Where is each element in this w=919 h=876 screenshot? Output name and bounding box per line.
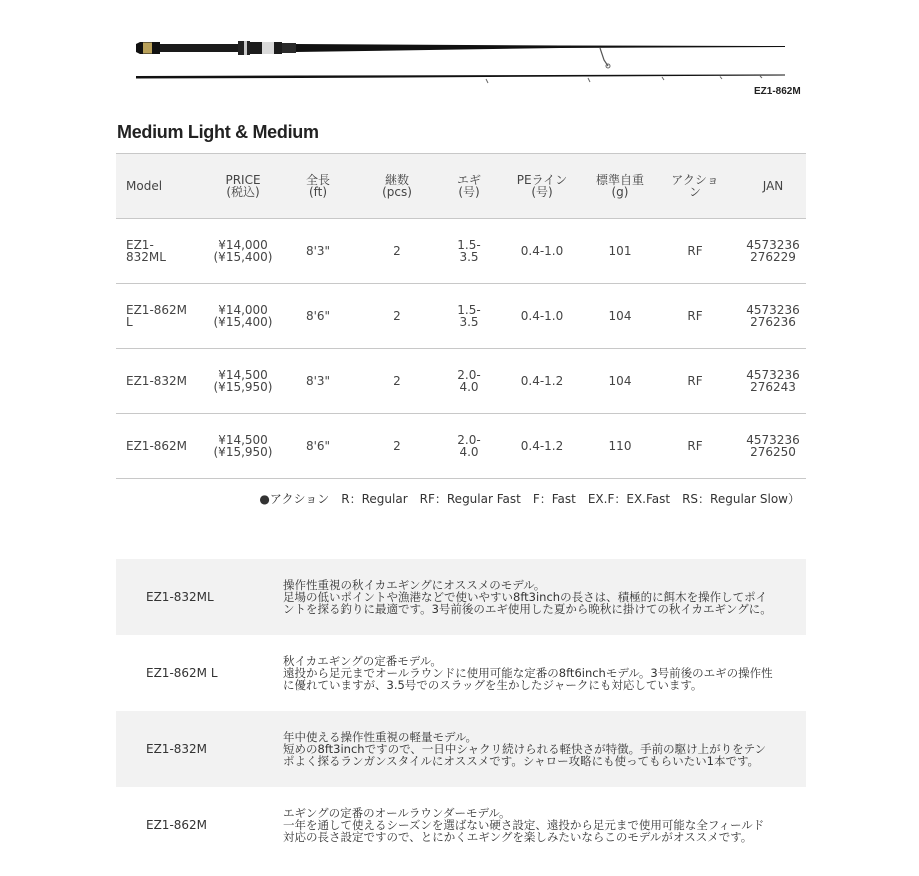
rod-model-caption: EZ1-862M — [754, 86, 801, 97]
cell-price: ¥14,500 (¥15,950) — [200, 414, 286, 479]
cell-model: EZ1-832M — [116, 349, 200, 414]
header-price: PRICE (税込) — [200, 154, 286, 219]
cell-egi: 1.5- 3.5 — [444, 284, 494, 349]
header-weight: 標準自重 (g) — [590, 154, 650, 219]
description-text: 秋イカエギングの定番モデル。 遠投から足元までオールラウンドに使用可能な定番の8ft6inchモデル。3号前後のエギの操作性 に優れていますが、3.5号でのスラッグを生かしたジャークにも対応しています。 — [283, 654, 773, 692]
cell-model: EZ1-862M — [116, 414, 200, 479]
table-row — [116, 219, 806, 284]
description-model: EZ1-832ML — [146, 590, 214, 604]
cell-price: ¥14,500 (¥15,950) — [200, 349, 286, 414]
list-item — [116, 787, 806, 863]
cell-action: RF — [650, 284, 740, 349]
list-item — [116, 711, 806, 787]
section-title: Medium Light & Medium — [117, 122, 319, 142]
spec-table — [116, 153, 806, 479]
spec-header-row — [116, 154, 806, 219]
cell-action: RF — [650, 349, 740, 414]
cell-length: 8'3" — [286, 349, 350, 414]
description-model: EZ1-862M — [146, 818, 208, 832]
header-jan: JAN — [740, 154, 806, 219]
model-description-list — [116, 559, 806, 863]
cell-length: 8'3" — [286, 219, 350, 284]
table-row — [116, 349, 806, 414]
description-model: EZ1-832M — [146, 742, 208, 756]
cell-weight: 110 — [590, 414, 650, 479]
rod-tip-section — [136, 75, 785, 84]
header-egi: エギ (号) — [444, 154, 494, 219]
cell-length: 8'6" — [286, 284, 350, 349]
cell-weight: 104 — [590, 349, 650, 414]
header-length: 全長 (ft) — [286, 154, 350, 219]
cell-jan: 4573236 276243 — [740, 349, 806, 414]
description-model: EZ1-862M L — [146, 666, 218, 680]
cell-egi: 2.0- 4.0 — [444, 349, 494, 414]
cell-length: 8'6" — [286, 414, 350, 479]
cell-price: ¥14,000 (¥15,400) — [200, 284, 286, 349]
cell-pe-line: 0.4-1.2 — [494, 414, 590, 479]
cell-jan: 4573236 276229 — [740, 219, 806, 284]
action-legend: ●アクション R：Regular RF：Regular Fast F：Fast EX.F：EX.Fast RS：Regular Slow） — [259, 492, 800, 506]
list-item — [116, 635, 806, 711]
cell-action: RF — [650, 219, 740, 284]
list-item — [116, 559, 806, 635]
cell-jan: 4573236 276236 — [740, 284, 806, 349]
cell-model: EZ1- 832ML — [116, 219, 200, 284]
cell-pe-line: 0.4-1.0 — [494, 284, 590, 349]
cell-pieces: 2 — [350, 284, 444, 349]
cell-pieces: 2 — [350, 219, 444, 284]
cell-pe-line: 0.4-1.0 — [494, 219, 590, 284]
cell-egi: 2.0- 4.0 — [444, 414, 494, 479]
header-model: Model — [116, 154, 200, 219]
cell-pe-line: 0.4-1.2 — [494, 349, 590, 414]
cell-pieces: 2 — [350, 414, 444, 479]
header-action: アクショ ン — [650, 154, 740, 219]
cell-weight: 101 — [590, 219, 650, 284]
table-row — [116, 284, 806, 349]
description-text: 操作性重視の秋イカエギングにオススメのモデル。 足場の低いポイントや漁港などで使いやすい8ft3inchの長さは、積極的に餌木を操作してポイ ントを探る釣りに最適です。3号前後のエギ使用した夏から晩秋に掛けての秋イカエギングに。 — [283, 578, 772, 616]
cell-weight: 104 — [590, 284, 650, 349]
cell-model: EZ1-862M L — [116, 284, 200, 349]
cell-action: RF — [650, 414, 740, 479]
rod-butt-section — [136, 41, 785, 68]
cell-price: ¥14,000 (¥15,400) — [200, 219, 286, 284]
table-row — [116, 414, 806, 479]
description-text: エギングの定番のオールラウンダーモデル。 一年を通して使えるシーズンを選ばない硬さ設定、遠投から足元まで使用可能な全フィールド 対応の長さ設定ですので、とにかくエギングを楽しみたいならこのモデルがオススメです。 — [283, 806, 765, 844]
header-pieces: 継数 (pcs) — [350, 154, 444, 219]
cell-jan: 4573236 276250 — [740, 414, 806, 479]
description-text: 年中使える操作性重視の軽量モデル。 短めの8ft3inchですので、一日中シャクリ続けられる軽快さが特徴。手前の駆け上がりをテン ポよく探るランガンスタイルにオススメです。シャロー攻略にも使ってもらいたい1本です。 — [283, 730, 767, 768]
header-pe-line: PEライン (号) — [494, 154, 590, 219]
cell-pieces: 2 — [350, 349, 444, 414]
cell-egi: 1.5- 3.5 — [444, 219, 494, 284]
